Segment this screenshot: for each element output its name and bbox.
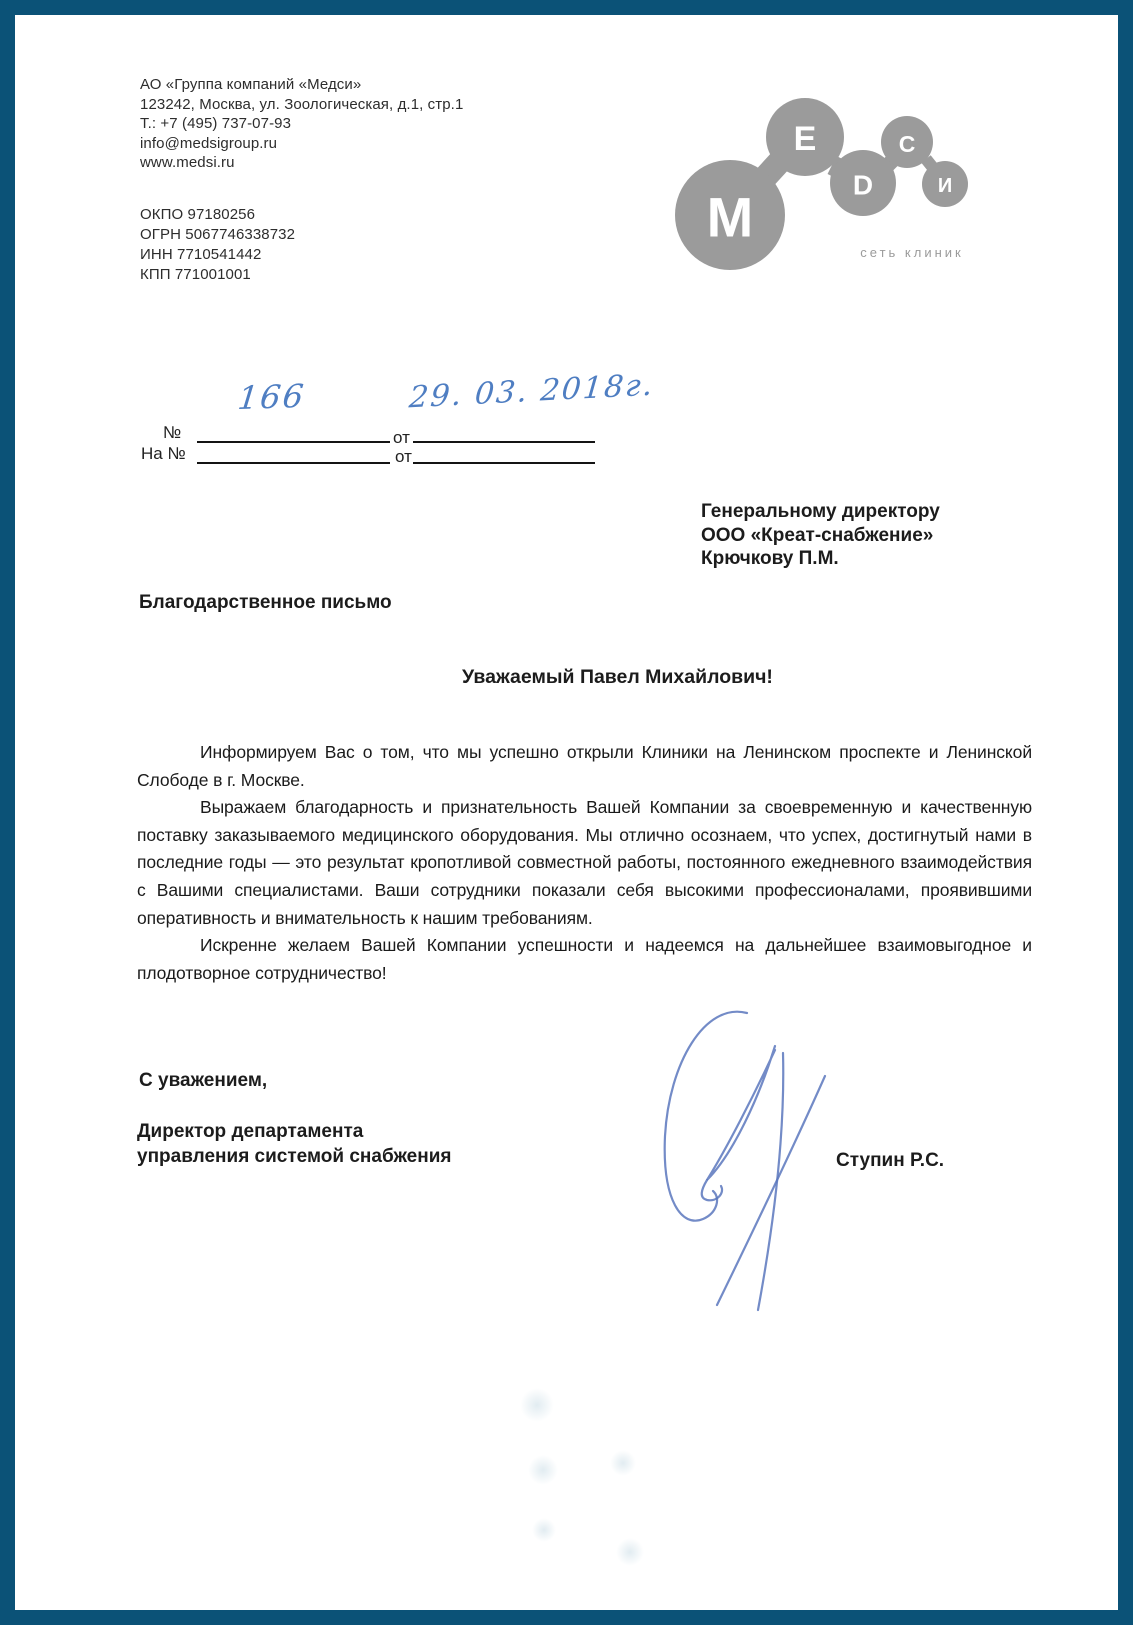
company-requisites — [140, 205, 295, 285]
company-address: 123242, Москва, ул. Зоологическая, д.1, стр.1 — [140, 95, 464, 113]
body-paragraph-1: Информируем Вас о том, что мы успешно открыли Клиники на Ленинском проспекте и Ленинской Слободе в г. Москве. — [137, 742, 1032, 790]
letter-subject: Благодарственное письмо — [139, 592, 392, 613]
ogrn-number: ОГРН 5067746338732 — [140, 226, 296, 243]
logo-tagline: сеть клиник — [860, 245, 964, 260]
company-name: АО «Группа компаний «Медси» — [140, 76, 362, 93]
company-email: info@medsigroup.ru — [140, 134, 278, 152]
addressee-company: ООО «Креат-снабжение» — [701, 524, 934, 546]
scan-smudge — [616, 1538, 644, 1566]
body-paragraph-2: Выражаем благодарность и признательность Вашей Компании за своевременную и качественную поставку заказываемого медицинского оборудования. Мы отлично осознаем, что успех, достигнутый нами в последние годы — это результат кропотливой совместной работы, постоянного ежедневного взаимодействия с Вашими специалистами. Ваши сотрудники показали себя высокими профессионалами, проявившими оперативность и внимательность к нашим требованиям. — [137, 797, 1032, 928]
scan-smudge — [610, 1450, 636, 1476]
logo-letter-d: D — [852, 169, 874, 201]
closing-regards: С уважением, — [139, 1070, 268, 1091]
ref-number-label: № — [163, 423, 182, 442]
addressee-block — [701, 500, 940, 571]
ref-reply-date-line — [413, 462, 595, 464]
signer-title — [137, 1120, 451, 1169]
body-paragraph-3: Искренне желаем Вашей Компании успешности и надеемся на дальнейшее взаимовыгодное и плодотворное сотрудничество! — [137, 935, 1032, 983]
handwritten-ref-number: 166 — [235, 376, 308, 418]
company-phone: Т.: +7 (495) 737-07-93 — [140, 115, 292, 132]
letterhead — [140, 75, 463, 173]
letter-body — [137, 739, 1032, 987]
signature-handwritten — [635, 958, 895, 1313]
logo-letter-i: И — [937, 175, 953, 197]
addressee-name: Крючкову П.М. — [701, 548, 839, 570]
scan-smudge — [528, 1455, 558, 1485]
scan-smudge — [520, 1388, 554, 1422]
company-website: www.medsi.ru — [140, 154, 235, 171]
ref-reply-line — [197, 462, 390, 464]
addressee-position: Генеральному директору — [701, 501, 940, 522]
handwritten-date: 29. 03. 2018г. — [407, 367, 656, 416]
logo-letter-s: С — [898, 131, 916, 157]
medsi-logo — [640, 85, 980, 275]
logo-letter-m: М — [706, 185, 754, 249]
signer-name: Ступин Р.С. — [836, 1150, 945, 1171]
inn-number: ИНН 7710541442 — [140, 246, 262, 263]
ref-number-line — [197, 441, 390, 443]
kpp-number: КПП 771001001 — [140, 266, 251, 283]
signer-title-line-1: Директор департамента — [137, 1121, 364, 1142]
ref-date-line — [413, 441, 595, 443]
scan-smudge — [532, 1518, 556, 1542]
signer-title-line-2: управления системой снабжения — [137, 1145, 452, 1167]
ref-ot-label-1: от — [393, 428, 410, 447]
ref-ot-label-2: от — [395, 447, 412, 466]
okpo-number: ОКПО 97180256 — [140, 206, 256, 223]
salutation: Уважаемый Павел Михайлович! — [462, 666, 773, 688]
ref-reply-label: На № — [141, 444, 186, 463]
logo-letter-e: Е — [793, 120, 817, 158]
